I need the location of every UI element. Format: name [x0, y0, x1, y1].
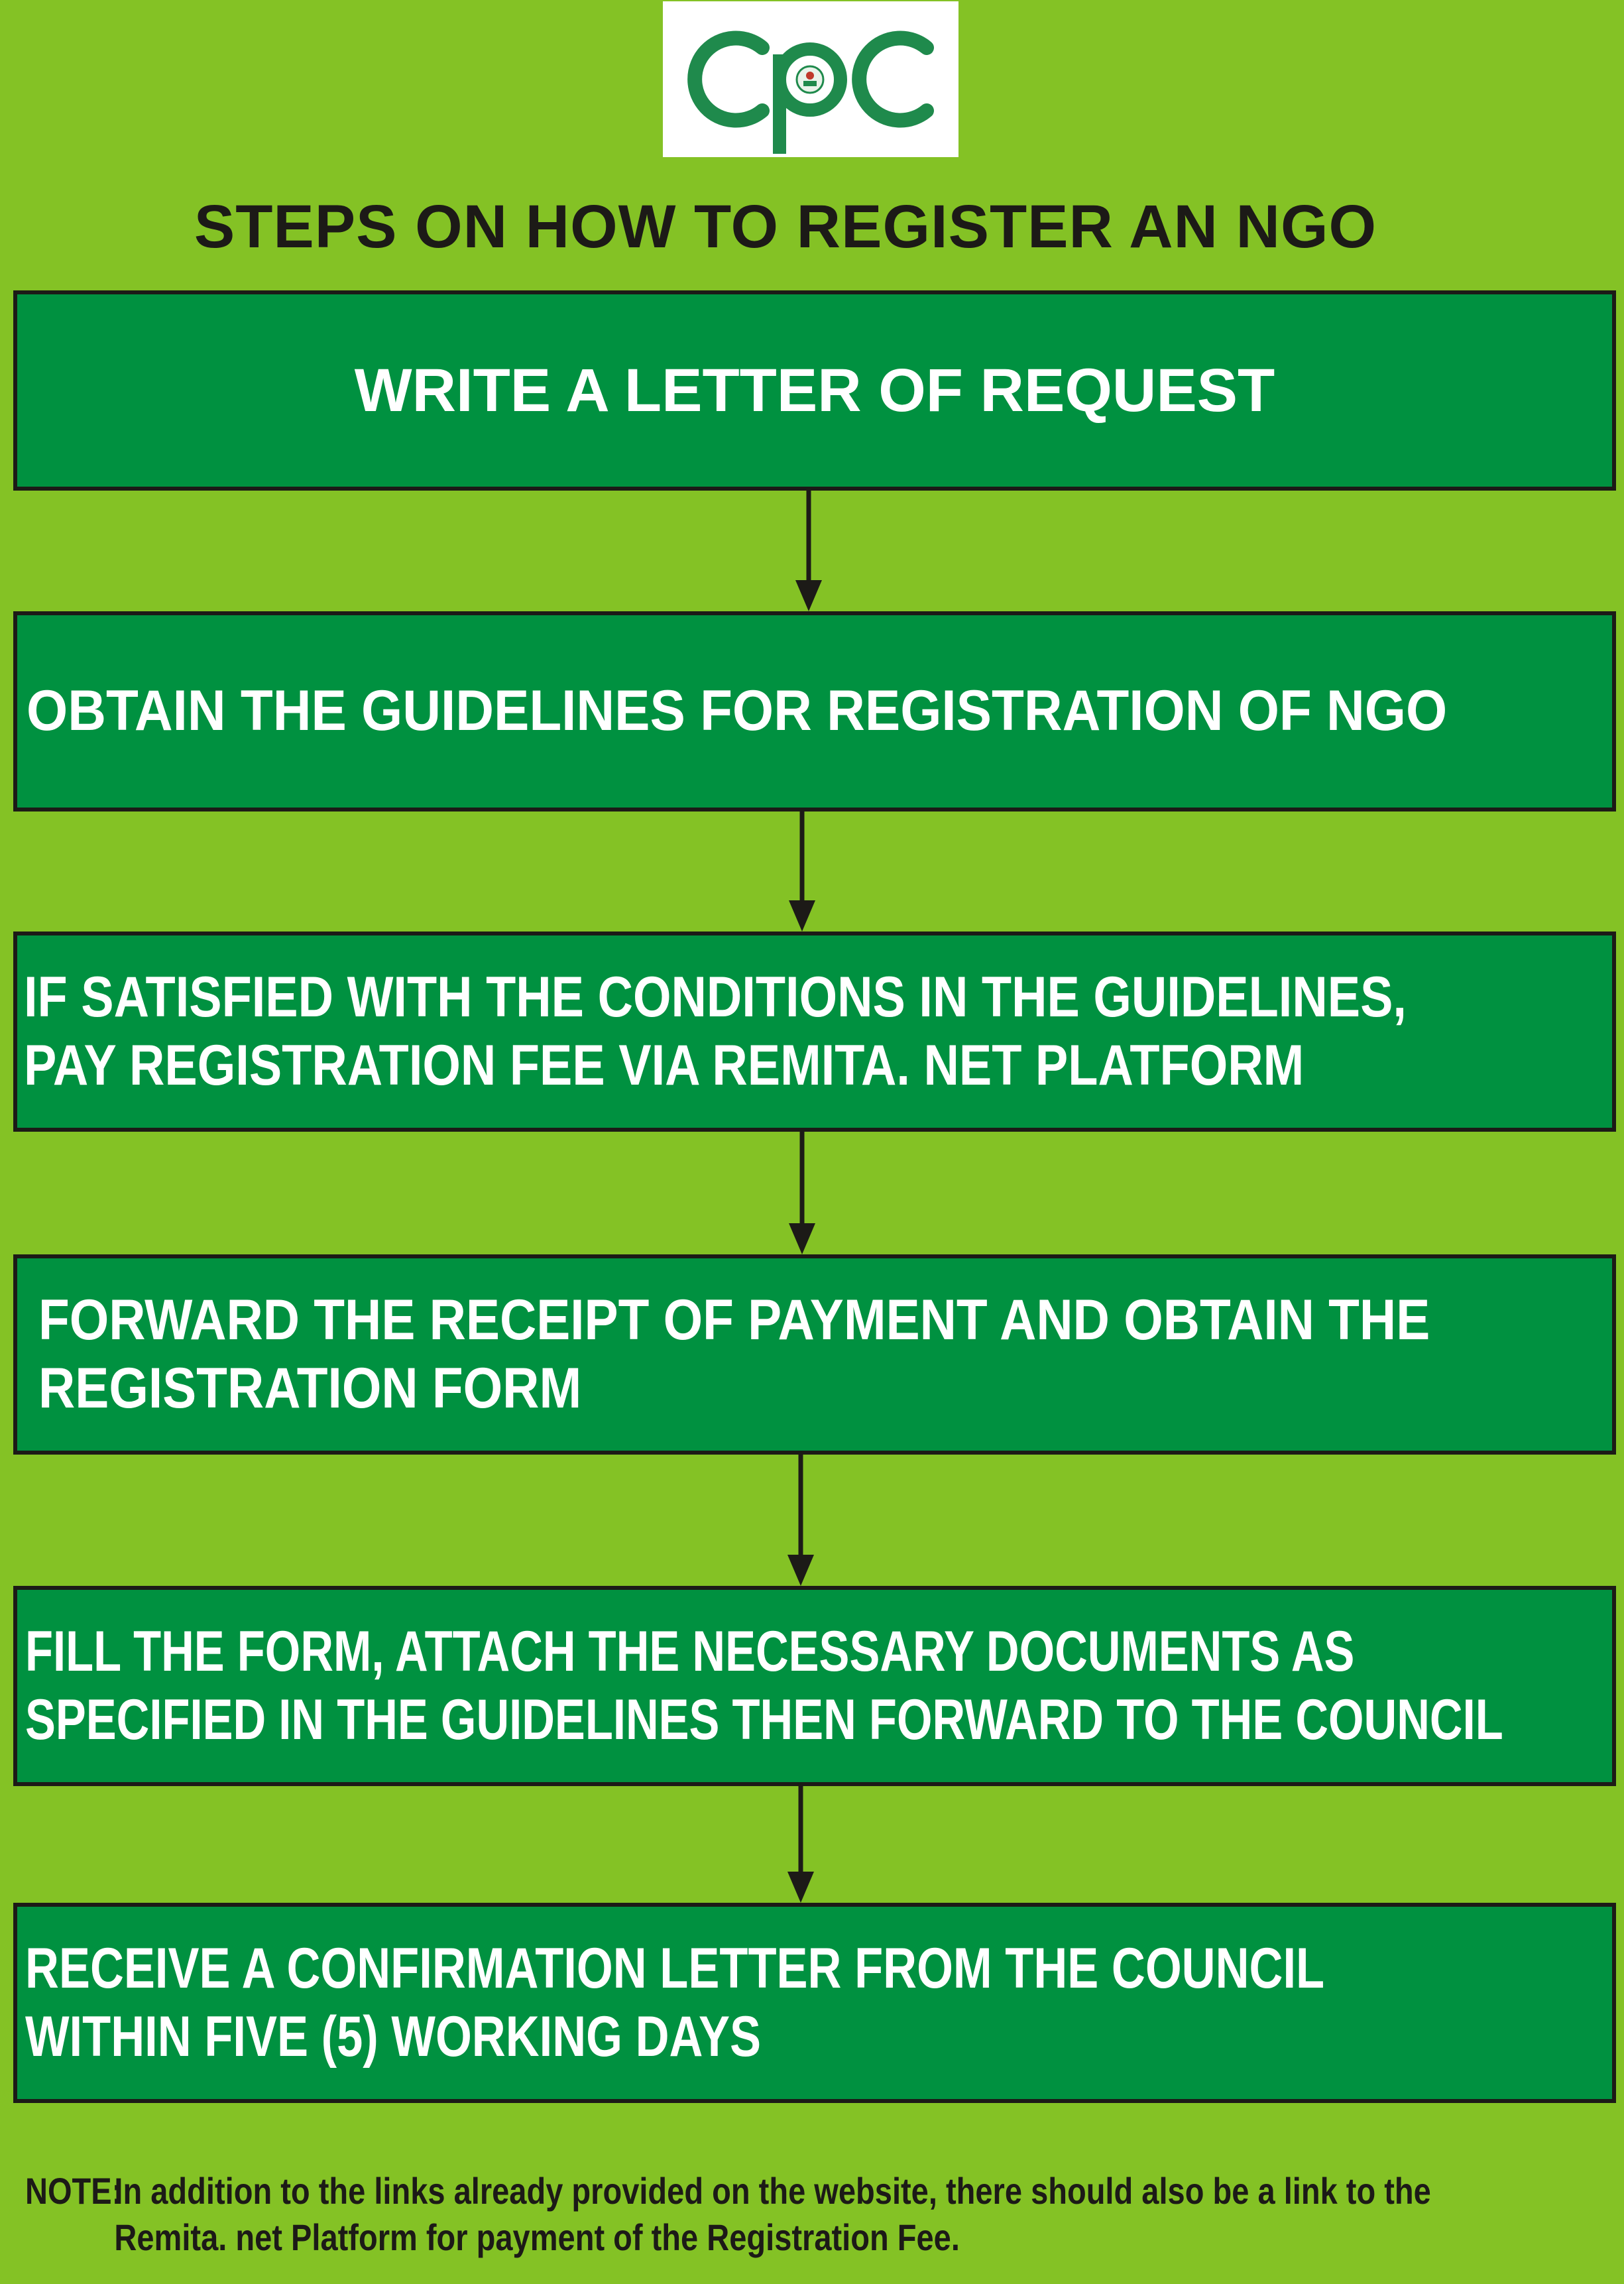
step-5-box [13, 1586, 1616, 1786]
step-1-line-1: WRITE A LETTER OF REQUEST [354, 356, 1275, 424]
arrow-down-icon [789, 491, 829, 611]
step-3-line-2: PAY REGISTRATION FEE VIA REMITA. NET PLATFORM [24, 1034, 1305, 1097]
step-6-line-1: RECEIVE A CONFIRMATION LETTER FROM THE COUNCIL [25, 1936, 1325, 2000]
cpc-logo [663, 1, 958, 157]
arrow-down-icon [781, 1455, 821, 1586]
step-2-box [13, 611, 1616, 811]
footnote [25, 2168, 1609, 2261]
note-text-2: Remita. net Platform for payment of the Registration Fee. [114, 2216, 960, 2258]
step-3-line-1: IF SATISFIED WITH THE CONDITIONS IN THE GUIDELINES, [24, 965, 1407, 1029]
step-4-box [13, 1254, 1616, 1455]
step-2-line-1: OBTAIN THE GUIDELINES FOR REGISTRATION OF NGO [27, 679, 1448, 743]
page-title: STEPS ON HOW TO REGISTER AN NGO [194, 193, 1377, 261]
step-3-box [13, 932, 1616, 1132]
step-6-box [13, 1903, 1616, 2103]
step-4-line-2: REGISTRATION FORM [38, 1356, 582, 1420]
cpc-logo-graphic [663, 1, 958, 157]
step-6-line-2: WITHIN FIVE (5) WORKING DAYS [25, 2005, 762, 2069]
step-5-line-2: SPECIFIED IN THE GUIDELINES THEN FORWARD TO THE COUNCIL [25, 1688, 1503, 1752]
step-4-line-1: FORWARD THE RECEIPT OF PAYMENT AND OBTAIN THE [38, 1288, 1430, 1352]
arrow-down-icon [782, 1132, 822, 1254]
footnote-line-1 [25, 2168, 1431, 2214]
arrow-down-icon [782, 811, 822, 932]
note-label: NOTE: [25, 2170, 123, 2212]
step-1-box [13, 290, 1616, 491]
arrow-down-icon [781, 1786, 821, 1903]
step-5-line-1: FILL THE FORM, ATTACH THE NECESSARY DOCUMENTS AS [25, 1619, 1355, 1683]
note-text-1: In addition to the links already provided on the website, there should also be a link to the [114, 2170, 1431, 2212]
